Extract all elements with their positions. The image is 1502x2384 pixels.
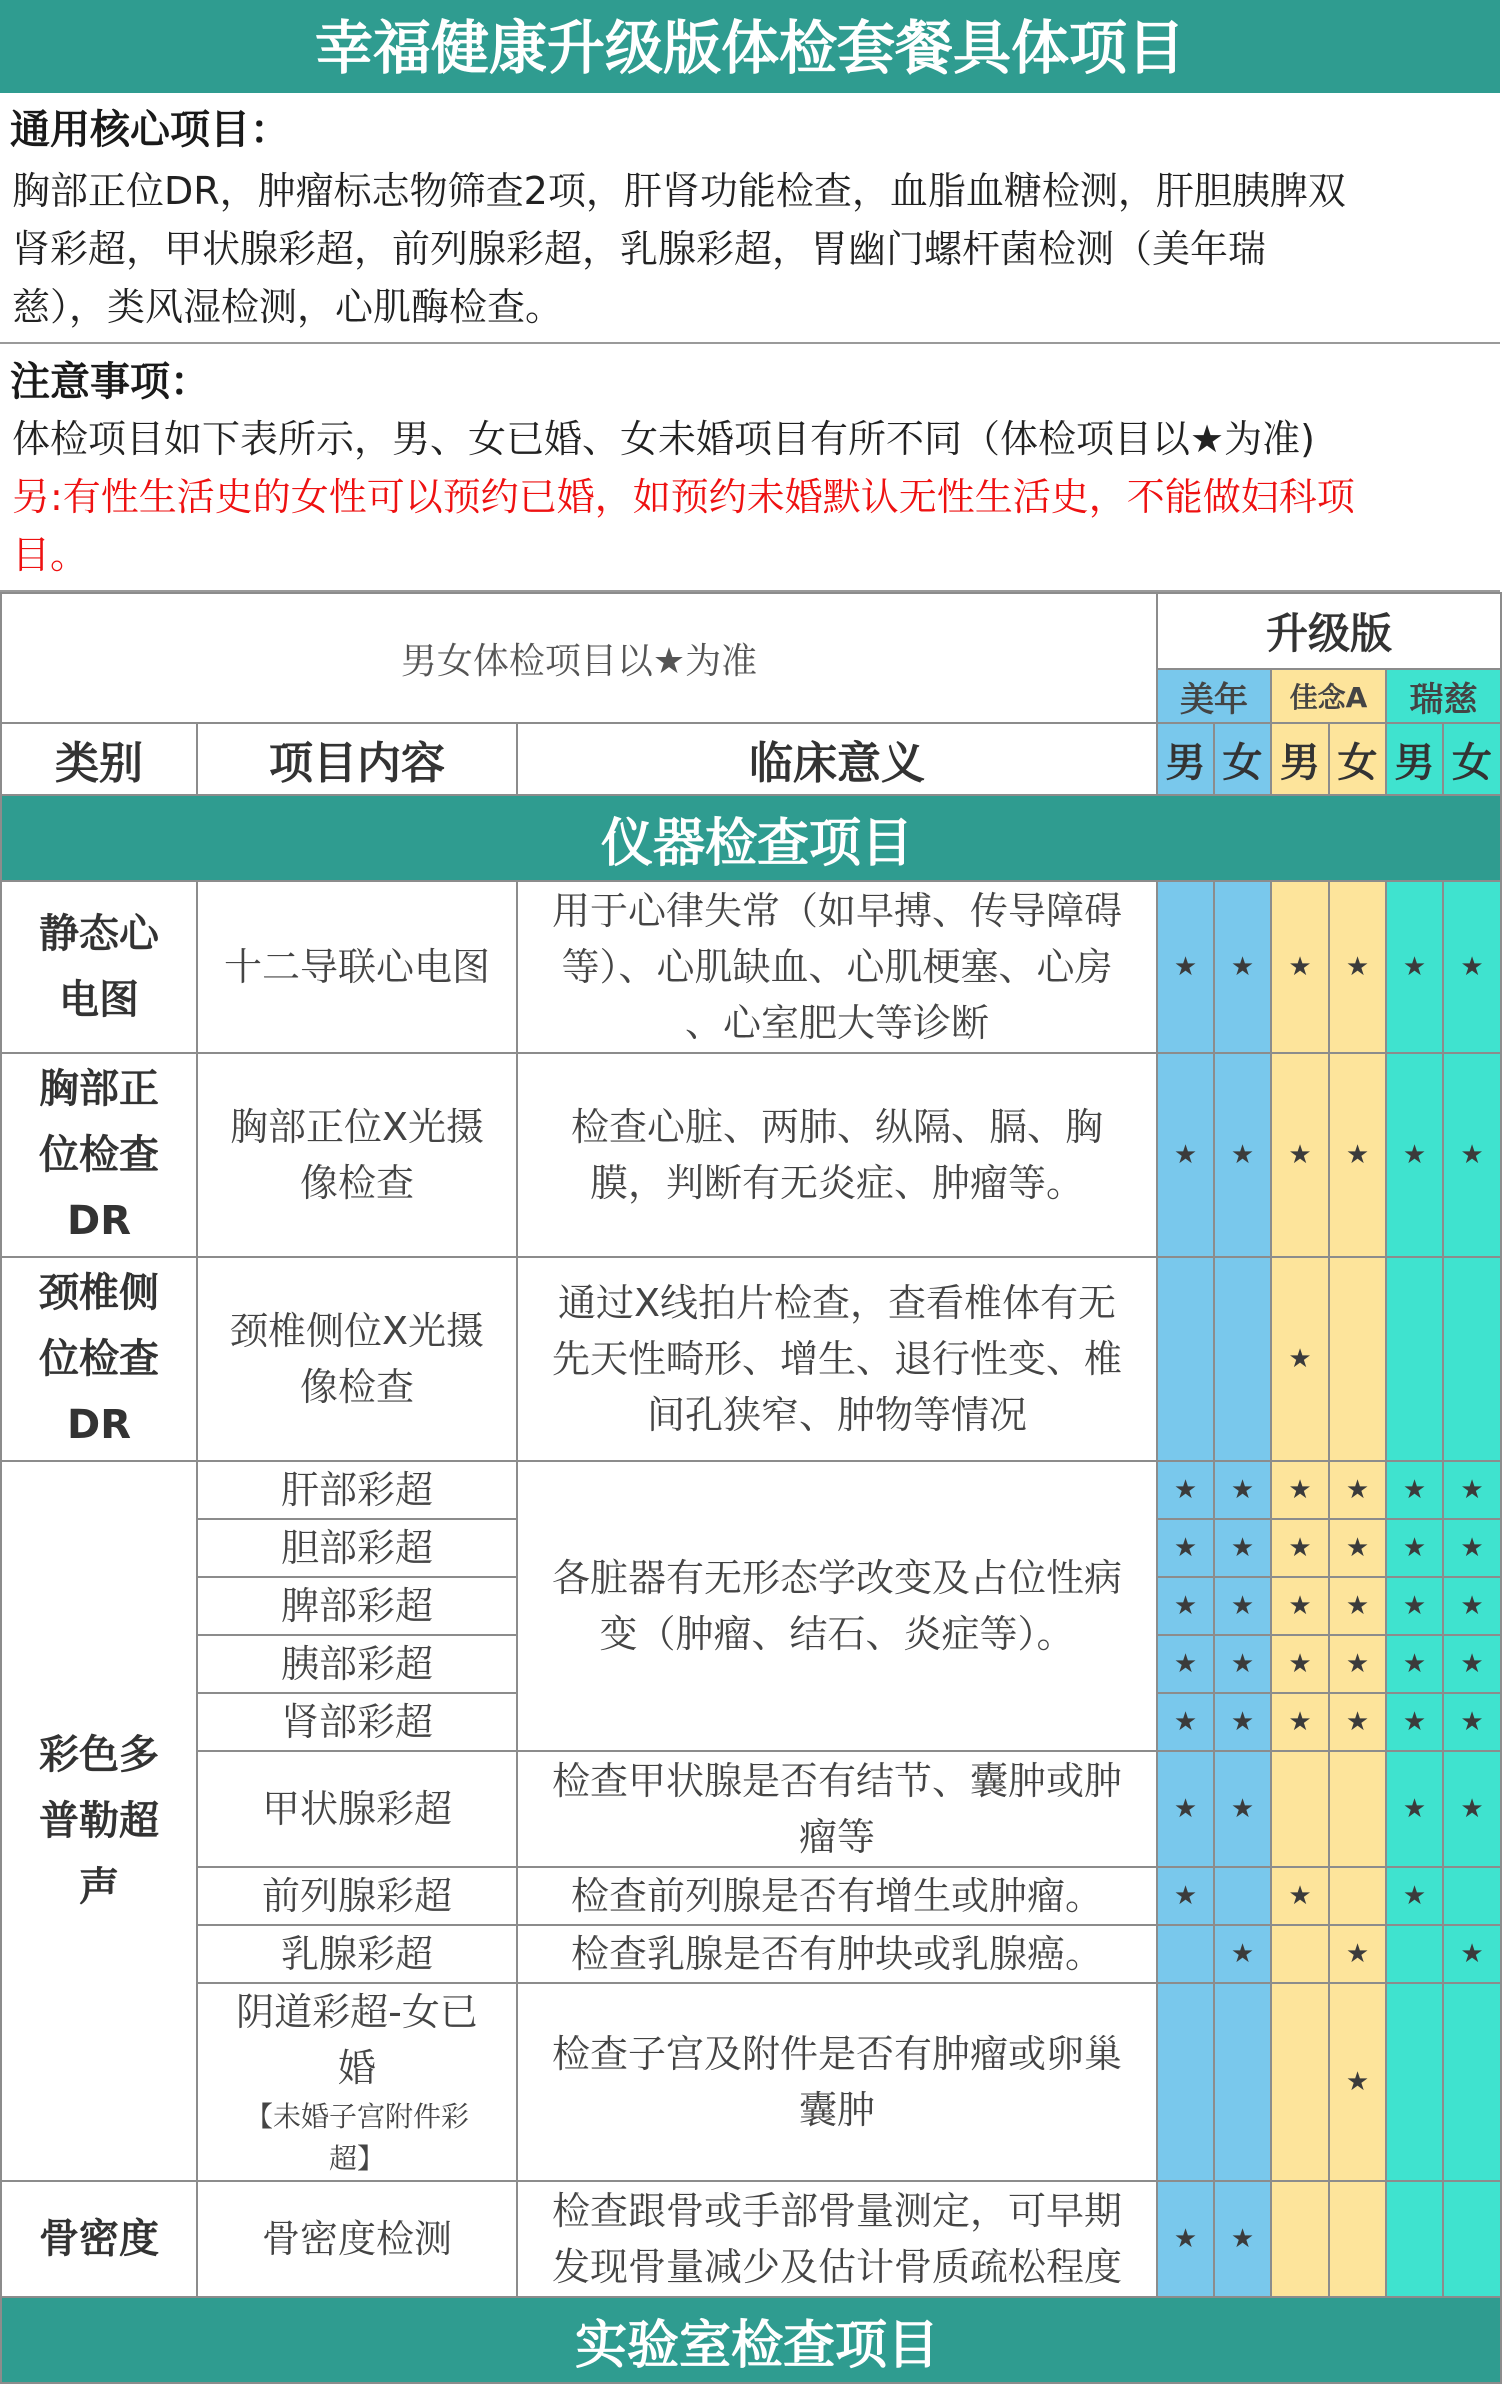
star-icon: ★ xyxy=(1460,1707,1484,1737)
star-cell xyxy=(1214,1983,1271,2181)
item-line: 像检查 xyxy=(299,1365,414,1409)
star-cell xyxy=(1214,1519,1271,1577)
star-cell xyxy=(1157,881,1214,1053)
item-line: 甲状腺彩超 xyxy=(261,1787,452,1831)
star-cell xyxy=(1157,1635,1214,1693)
star-icon: ★ xyxy=(1460,1475,1484,1505)
star-cell xyxy=(1329,1461,1386,1519)
brand-ruici: 瑞慈 xyxy=(1386,669,1501,723)
star-cell xyxy=(1386,1635,1443,1693)
meaning-line: 检查子宫及附件是否有肿瘤或卵巢 xyxy=(552,2032,1123,2076)
star-cell xyxy=(1271,1577,1329,1635)
item-cell xyxy=(197,1925,517,1983)
item-sub-line: 【未婚子宫附件彩 xyxy=(244,2100,469,2133)
star-icon: ★ xyxy=(1288,1140,1312,1170)
star-cell xyxy=(1271,1983,1329,2181)
star-cell xyxy=(1157,1751,1214,1867)
core-items-block xyxy=(0,96,1500,344)
star-cell xyxy=(1271,1751,1329,1867)
star-icon: ★ xyxy=(1230,1475,1255,1505)
star-cell xyxy=(1214,1867,1271,1925)
star-icon: ★ xyxy=(1230,1140,1255,1170)
table-row xyxy=(1,2181,1501,2297)
item-cell xyxy=(197,2181,517,2297)
star-cell xyxy=(1271,1461,1329,1519)
star-icon: ★ xyxy=(1402,1881,1427,1911)
exam-items-table xyxy=(0,592,1502,2384)
star-icon: ★ xyxy=(1460,1533,1484,1563)
category-line: 电图 xyxy=(59,977,139,1023)
star-cell xyxy=(1157,1257,1214,1461)
meaning-line: 瘤等 xyxy=(799,1815,876,1859)
star-icon: ★ xyxy=(1230,2224,1255,2254)
meaning-cell xyxy=(517,1751,1157,1867)
item-line: 肝部彩超 xyxy=(280,1468,433,1512)
category-cell xyxy=(1,1257,197,1461)
star-icon: ★ xyxy=(1288,1533,1312,1563)
star-cell xyxy=(1157,2181,1214,2297)
star-icon: ★ xyxy=(1402,1591,1427,1621)
category-line: 颈椎侧 xyxy=(39,1270,159,1316)
star-icon: ★ xyxy=(1345,1140,1370,1170)
category-cell xyxy=(1,881,197,1053)
star-cell xyxy=(1214,1577,1271,1635)
category-cell xyxy=(1,1461,197,2181)
item-cell xyxy=(197,1257,517,1461)
item-line: 骨密度检测 xyxy=(261,2217,452,2261)
star-icon: ★ xyxy=(1345,1475,1370,1505)
star-icon: ★ xyxy=(1230,1707,1255,1737)
col-item-header: 项目内容 xyxy=(197,723,517,795)
gender-male: 男 xyxy=(1386,723,1443,795)
category-line: DR xyxy=(66,1198,131,1244)
meaning-line: 检查心脏、两肺、纵隔、膈、胸 xyxy=(571,1105,1104,1149)
item-line: 像检查 xyxy=(299,1161,414,1205)
star-icon: ★ xyxy=(1173,1533,1198,1563)
notice-warning xyxy=(0,468,1500,584)
category-line: 普勒超 xyxy=(39,1798,159,1844)
star-cell xyxy=(1214,1693,1271,1751)
table-row xyxy=(1,881,1501,1053)
item-line: 脾部彩超 xyxy=(280,1584,433,1628)
star-icon: ★ xyxy=(1402,1649,1427,1679)
star-cell xyxy=(1329,1257,1386,1461)
item-line: 乳腺彩超 xyxy=(280,1932,433,1976)
star-icon: ★ xyxy=(1173,1707,1198,1737)
item-cell xyxy=(197,1635,517,1693)
star-icon: ★ xyxy=(1230,1591,1255,1621)
star-icon: ★ xyxy=(1173,1475,1198,1505)
star-icon: ★ xyxy=(1230,1794,1255,1824)
star-icon: ★ xyxy=(1230,1939,1255,1969)
star-cell xyxy=(1443,1751,1501,1867)
star-cell xyxy=(1157,1577,1214,1635)
item-line: 胰部彩超 xyxy=(280,1642,433,1686)
category-line: DR xyxy=(66,1402,131,1448)
star-icon: ★ xyxy=(1173,1140,1198,1170)
table-row xyxy=(1,1983,1501,2181)
star-icon: ★ xyxy=(1345,1591,1370,1621)
category-line: 骨密度 xyxy=(39,2216,159,2262)
star-icon: ★ xyxy=(1230,952,1255,982)
star-cell xyxy=(1386,1461,1443,1519)
item-cell xyxy=(197,1693,517,1751)
star-cell xyxy=(1329,1925,1386,1983)
star-cell xyxy=(1329,1053,1386,1257)
star-cell xyxy=(1443,881,1501,1053)
star-cell xyxy=(1386,1257,1443,1461)
star-cell xyxy=(1157,1519,1214,1577)
meaning-line: 变（肿瘤、结石、炎症等）。 xyxy=(599,1612,1075,1656)
star-icon: ★ xyxy=(1460,1591,1484,1621)
star-icon: ★ xyxy=(1230,1649,1255,1679)
star-cell xyxy=(1271,1053,1329,1257)
table-row xyxy=(1,1751,1501,1867)
star-cell xyxy=(1214,1257,1271,1461)
notice-warning-line: 另:有性生活史的女性可以预约已婚，如预约未婚默认无性生活史，不能做妇科项 xyxy=(12,475,1355,519)
item-line: 十二导联心电图 xyxy=(223,945,490,989)
star-cell xyxy=(1157,1693,1214,1751)
section-instrument: 仪器检查项目 xyxy=(1,795,1501,881)
core-line: 胸部正位DR，肿瘤标志物筛查2项，肝肾功能检查，血脂血糖检测，肝胆胰脾双 xyxy=(12,169,1346,213)
star-icon: ★ xyxy=(1402,1794,1427,1824)
meaning-line: 检查甲状腺是否有结节、囊肿或肿 xyxy=(552,1759,1123,1803)
star-icon: ★ xyxy=(1288,1475,1312,1505)
star-icon: ★ xyxy=(1173,1794,1198,1824)
star-icon: ★ xyxy=(1345,1649,1370,1679)
star-cell xyxy=(1386,1925,1443,1983)
meaning-line: 检查乳腺是否有肿块或乳腺癌。 xyxy=(571,1932,1104,1976)
star-icon: ★ xyxy=(1345,1939,1370,1969)
meaning-cell xyxy=(517,881,1157,1053)
star-cell xyxy=(1214,1635,1271,1693)
page-title: 幸福健康升级版体检套餐具体项目 xyxy=(0,0,1500,96)
star-icon: ★ xyxy=(1173,952,1198,982)
star-cell xyxy=(1329,881,1386,1053)
section-row xyxy=(1,2297,1501,2383)
category-line: 声 xyxy=(79,1864,119,1910)
item-cell xyxy=(197,1519,517,1577)
core-items-heading: 通用核心项目： xyxy=(10,107,290,153)
meaning-line: 发现骨量减少及估计骨质疏松程度 xyxy=(552,2245,1123,2289)
item-cell xyxy=(197,1751,517,1867)
star-cell xyxy=(1271,1635,1329,1693)
star-icon: ★ xyxy=(1345,1533,1370,1563)
star-cell xyxy=(1329,2181,1386,2297)
category-line: 位检查 xyxy=(39,1336,159,1382)
star-icon: ★ xyxy=(1288,1344,1312,1374)
meaning-line: 囊肿 xyxy=(799,2088,876,2132)
item-line: 胸部正位X光摄 xyxy=(229,1105,485,1149)
table-note: 男女体检项目以★为准 xyxy=(1,593,1157,723)
category-line: 胸部正 xyxy=(39,1066,159,1112)
star-cell xyxy=(1329,1519,1386,1577)
meaning-line: 检查跟骨或手部骨量测定，可早期 xyxy=(552,2189,1123,2233)
item-line: 阴道彩超-女已 xyxy=(236,1990,478,2034)
star-cell xyxy=(1443,1053,1501,1257)
meaning-line: 间孔狭窄、肿物等情况 xyxy=(647,1393,1028,1437)
star-icon: ★ xyxy=(1288,1707,1312,1737)
star-cell xyxy=(1157,1867,1214,1925)
star-cell xyxy=(1214,1461,1271,1519)
star-icon: ★ xyxy=(1460,1939,1484,1969)
star-icon: ★ xyxy=(1460,952,1484,982)
notice-heading: 注意事项： xyxy=(10,359,210,405)
meaning-line: 等）、心肌缺血、心肌梗塞、心房 xyxy=(561,945,1113,989)
col-category-header: 类别 xyxy=(1,723,197,795)
star-cell xyxy=(1443,1577,1501,1635)
star-cell xyxy=(1271,1257,1329,1461)
table-row xyxy=(1,1925,1501,1983)
star-cell xyxy=(1386,1983,1443,2181)
star-cell xyxy=(1386,1693,1443,1751)
meaning-cell xyxy=(517,1461,1157,1751)
item-cell xyxy=(197,1053,517,1257)
star-icon: ★ xyxy=(1345,952,1370,982)
item-cell xyxy=(197,1461,517,1519)
section-lab: 实验室检查项目 xyxy=(1,2297,1501,2383)
star-icon: ★ xyxy=(1288,952,1312,982)
star-cell xyxy=(1386,1577,1443,1635)
gender-female: 女 xyxy=(1214,723,1271,795)
category-line: 位检查 xyxy=(39,1132,159,1178)
meaning-cell xyxy=(517,1925,1157,1983)
star-cell xyxy=(1443,1519,1501,1577)
star-icon: ★ xyxy=(1288,1881,1312,1911)
star-cell xyxy=(1329,1751,1386,1867)
item-line: 婚 xyxy=(337,2046,376,2090)
star-cell xyxy=(1329,1693,1386,1751)
star-cell xyxy=(1271,1519,1329,1577)
category-cell xyxy=(1,1053,197,1257)
star-cell xyxy=(1386,1751,1443,1867)
star-cell xyxy=(1214,1053,1271,1257)
star-icon: ★ xyxy=(1230,1533,1255,1563)
star-cell xyxy=(1329,1635,1386,1693)
star-cell xyxy=(1214,881,1271,1053)
meaning-cell xyxy=(517,1053,1157,1257)
star-cell xyxy=(1386,1867,1443,1925)
item-line: 颈椎侧位X光摄 xyxy=(229,1309,485,1353)
item-sub-line: 超】 xyxy=(328,2142,385,2175)
item-line: 前列腺彩超 xyxy=(261,1874,452,1918)
upgrade-header: 升级版 xyxy=(1157,593,1501,669)
star-cell xyxy=(1443,1693,1501,1751)
star-icon: ★ xyxy=(1288,1591,1312,1621)
gender-female: 女 xyxy=(1443,723,1501,795)
star-icon: ★ xyxy=(1288,1649,1312,1679)
meaning-line: 先天性畸形、增生、退行性变、椎 xyxy=(552,1337,1123,1381)
star-cell xyxy=(1329,1983,1386,2181)
star-cell xyxy=(1443,1257,1501,1461)
notice-warning-line: 目。 xyxy=(12,533,89,577)
star-cell xyxy=(1386,2181,1443,2297)
item-cell xyxy=(197,1867,517,1925)
star-icon: ★ xyxy=(1402,1475,1427,1505)
star-cell xyxy=(1443,1461,1501,1519)
star-icon: ★ xyxy=(1345,1707,1370,1737)
star-cell xyxy=(1271,881,1329,1053)
meaning-line: 各脏器有无形态学改变及占位性病 xyxy=(552,1556,1123,1600)
star-icon: ★ xyxy=(1460,1140,1484,1170)
category-cell xyxy=(1,2181,197,2297)
star-cell xyxy=(1271,2181,1329,2297)
star-cell xyxy=(1157,1983,1214,2181)
meaning-line: 通过X线拍片检查，查看椎体有无 xyxy=(557,1281,1117,1325)
star-cell xyxy=(1386,1519,1443,1577)
category-line: 静态心 xyxy=(39,911,159,957)
star-cell xyxy=(1214,2181,1271,2297)
table-row xyxy=(1,1867,1501,1925)
col-meaning-header: 临床意义 xyxy=(517,723,1157,795)
star-cell xyxy=(1443,1635,1501,1693)
star-cell xyxy=(1386,881,1443,1053)
star-cell xyxy=(1271,1925,1329,1983)
meaning-line: 检查前列腺是否有增生或肿瘤。 xyxy=(571,1874,1104,1918)
star-cell xyxy=(1329,1577,1386,1635)
star-icon: ★ xyxy=(1173,2224,1198,2254)
star-cell xyxy=(1214,1751,1271,1867)
item-line: 胆部彩超 xyxy=(280,1526,433,1570)
star-cell xyxy=(1271,1693,1329,1751)
star-cell xyxy=(1443,1983,1501,2181)
item-cell xyxy=(197,1983,517,2181)
star-cell xyxy=(1386,1053,1443,1257)
brand-jianian: 佳念A xyxy=(1271,669,1386,723)
meaning-cell xyxy=(517,2181,1157,2297)
table-row xyxy=(1,1461,1501,1519)
notice-block xyxy=(0,344,1500,592)
meaning-cell xyxy=(517,1983,1157,2181)
core-items-text xyxy=(0,162,1500,336)
meaning-line: 、心室肥大等诊断 xyxy=(685,1001,990,1045)
star-icon: ★ xyxy=(1173,1591,1198,1621)
category-line: 彩色多 xyxy=(39,1732,159,1778)
star-cell xyxy=(1329,1867,1386,1925)
item-line: 肾部彩超 xyxy=(280,1700,433,1744)
meaning-line: 用于心律失常（如早搏、传导障碍 xyxy=(552,889,1123,933)
item-cell xyxy=(197,881,517,1053)
gender-male: 男 xyxy=(1157,723,1214,795)
star-cell xyxy=(1443,2181,1501,2297)
gender-female: 女 xyxy=(1329,723,1386,795)
meaning-line: 膜，判断有无炎症、肿瘤等。 xyxy=(590,1161,1085,1205)
star-cell xyxy=(1157,1053,1214,1257)
star-icon: ★ xyxy=(1173,1881,1198,1911)
star-icon: ★ xyxy=(1402,1707,1427,1737)
meaning-cell xyxy=(517,1257,1157,1461)
star-cell xyxy=(1443,1867,1501,1925)
star-icon: ★ xyxy=(1460,1794,1484,1824)
star-cell xyxy=(1157,1461,1214,1519)
star-cell xyxy=(1271,1867,1329,1925)
table-row xyxy=(1,1257,1501,1461)
star-cell xyxy=(1443,1925,1501,1983)
core-line: 慈），类风湿检测，心肌酶检查。 xyxy=(12,285,564,329)
star-cell xyxy=(1157,1925,1214,1983)
star-icon: ★ xyxy=(1402,1140,1427,1170)
item-cell xyxy=(197,1577,517,1635)
table-row xyxy=(1,1053,1501,1257)
core-line: 肾彩超，甲状腺彩超，前列腺彩超，乳腺彩超，胃幽门螺杆菌检测（美年瑞 xyxy=(12,227,1267,271)
gender-male: 男 xyxy=(1271,723,1329,795)
star-icon: ★ xyxy=(1345,2067,1370,2097)
notice-line: 体检项目如下表所示，男、女已婚、女未婚项目有所不同（体检项目以★为准) xyxy=(12,417,1315,461)
star-icon: ★ xyxy=(1173,1649,1198,1679)
meaning-cell xyxy=(517,1867,1157,1925)
brand-meinian: 美年 xyxy=(1157,669,1271,723)
star-icon: ★ xyxy=(1402,1533,1427,1563)
star-icon: ★ xyxy=(1460,1649,1484,1679)
star-cell xyxy=(1214,1925,1271,1983)
star-icon: ★ xyxy=(1402,952,1427,982)
